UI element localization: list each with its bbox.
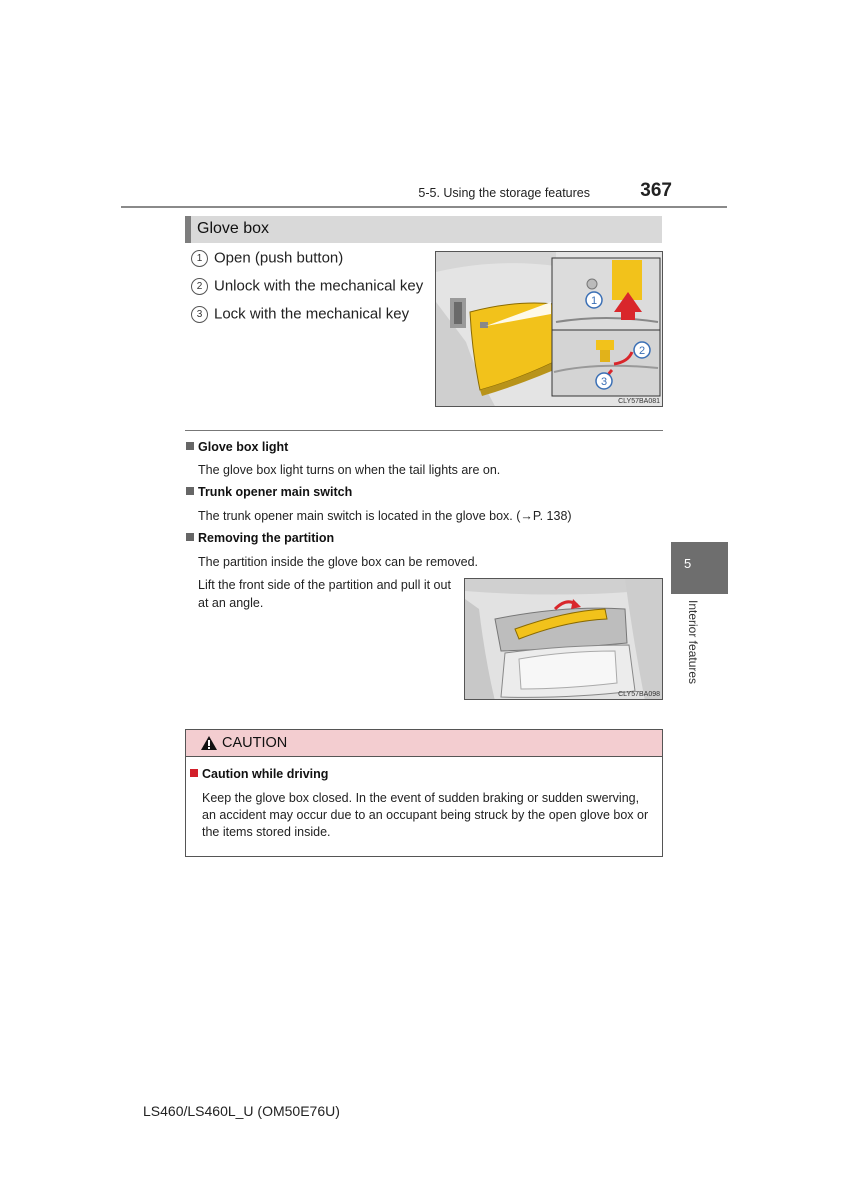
figure2-code: CLY57BA098 xyxy=(618,691,660,698)
bullet-square-icon xyxy=(186,533,194,541)
figure1-callout-2: 2 xyxy=(638,345,646,357)
figure1-callout-3: 3 xyxy=(600,376,608,388)
caution-body: Keep the glove box closed. In the event of sudden braking or sudden swerving, an accident may occur due to an occupant being struck by the open glove box or the items stored inside. xyxy=(202,791,649,839)
caution-box xyxy=(185,729,663,857)
step-1-label: Open (push button) xyxy=(214,249,344,267)
chapter-tab xyxy=(671,542,728,594)
caution-subheading: Caution while driving xyxy=(190,767,328,781)
step-2-number: 2 xyxy=(191,278,208,295)
subheading-glove-box-light: Glove box light xyxy=(186,440,288,454)
paragraph-partition-removable: The partition inside the glove box can be removed. xyxy=(198,555,479,569)
page-number: 367 xyxy=(640,180,672,201)
header-rule xyxy=(121,206,727,208)
glove-box-heading-bar xyxy=(185,216,662,243)
caution-title: CAUTION xyxy=(222,735,288,751)
section-divider xyxy=(185,430,663,431)
warning-triangle-icon xyxy=(200,735,218,751)
chapter-number: 5 xyxy=(684,556,692,571)
paragraph-trunk-opener: The trunk opener main switch is located in the glove box. (→P. 138) xyxy=(198,509,572,523)
step-2-label: Unlock with the mechanical key xyxy=(214,277,424,295)
bullet-square-icon xyxy=(186,487,194,495)
partition-illustration xyxy=(464,578,663,700)
section-title: 5-5. Using the storage features xyxy=(418,186,590,200)
paragraph-glove-box-light: The glove box light turns on when the tail lights are on. xyxy=(198,463,501,477)
paragraph-partition-instructions: Lift the front side of the partition and pull it out at an angle. xyxy=(198,578,451,610)
caution-header xyxy=(186,730,662,757)
subheading-removing-partition: Removing the partition xyxy=(186,531,334,545)
step-3 xyxy=(191,305,409,323)
glove-box-illustration xyxy=(435,251,663,407)
subheading-trunk-opener: Trunk opener main switch xyxy=(186,485,352,499)
step-1-number: 1 xyxy=(191,250,208,267)
glove-box-heading: Glove box xyxy=(197,220,270,237)
step-2 xyxy=(191,277,423,295)
step-3-number: 3 xyxy=(191,306,208,323)
bullet-square-icon xyxy=(186,442,194,450)
footer-model: LS460/LS460L_U (OM50E76U) xyxy=(143,1103,340,1119)
step-3-label: Lock with the mechanical key xyxy=(214,305,410,323)
chapter-label: Interior features xyxy=(686,600,700,685)
figure1-code: CLY57BA081 xyxy=(618,398,660,405)
red-square-icon xyxy=(190,769,198,777)
step-1 xyxy=(191,249,343,267)
figure1-callout-1: 1 xyxy=(590,295,598,307)
